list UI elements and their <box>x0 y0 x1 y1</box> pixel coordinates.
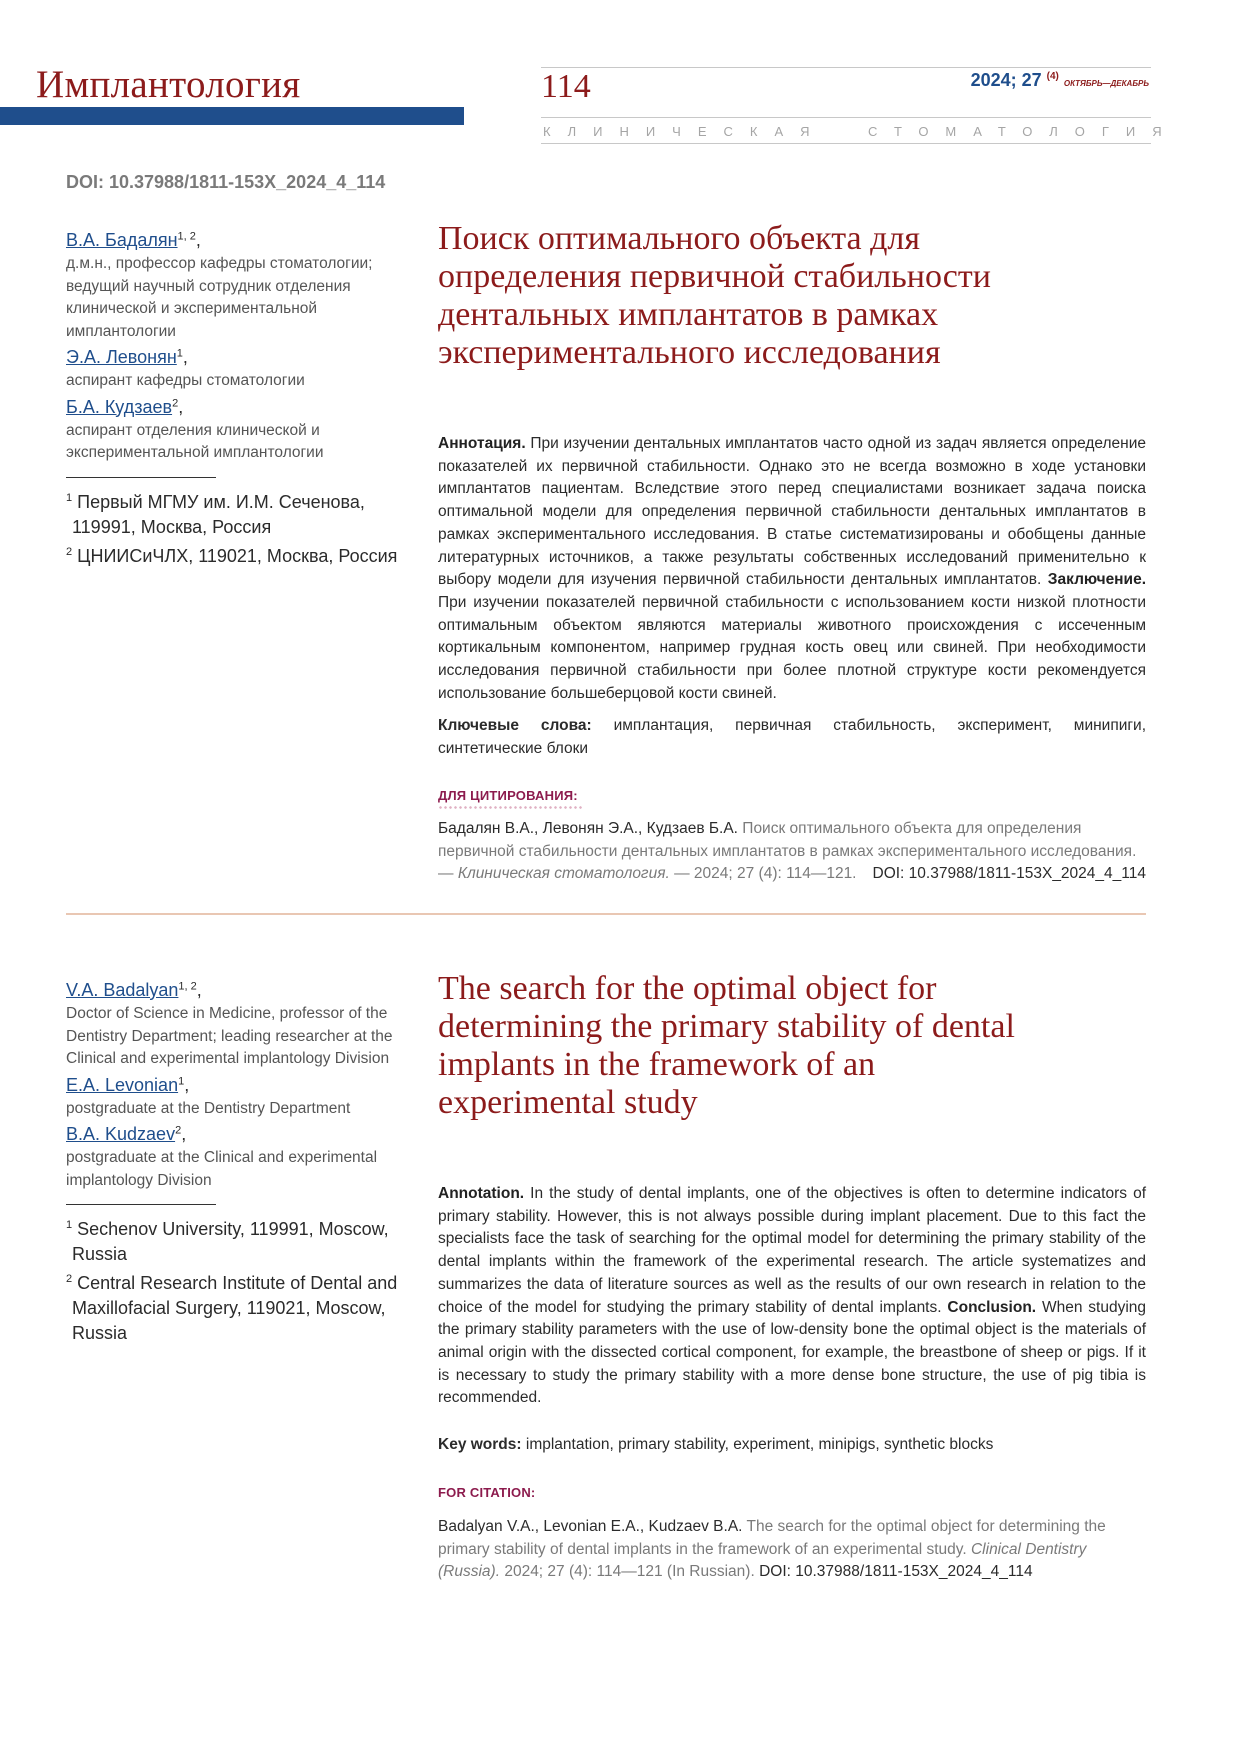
author: V.A. Badalyan$^{1, 2}$, Doctor of Science in Medicine, professor of the Dentistry Department; leading researcher at the Clinical and experimental implantology Division <box>66 980 406 1071</box>
citation-title: Поиск оптимального объекта для определения первичной стабильности дентальных имплантатов в рамках экспериментального исследования. — <box>438 820 1137 883</box>
author-description: postgraduate at the Clinical and experimental implantology Division <box>66 1149 378 1189</box>
citation-journal: Клиническая стоматология. <box>457 865 670 883</box>
header-rule <box>541 117 1151 118</box>
affiliation: $^1$ Sechenov University, 119991, Moscow, Russia <box>66 1219 389 1264</box>
citation-doi[interactable]: DOI: 10.37988/1811-153X_2024_4_114 <box>872 865 1146 883</box>
annotation-text: При изучении дентальных имплантатов часто одной из задач является определение показателей их первичной стабильности. Однако это не всегда возможно в ходе установки имплантатов пациентам. Вследствие этого перед специалистами возникает задача поиска оптимальной модели для определения первичной стабильности дентальных имплантатов в рамках экспериментального исследования. В статье систематизированы и обобщены данные литературных источников, а также результаты собственных исследований применительно к выбору модели для изучения первичной стабильности дентальных имплантатов. <box>438 435 1146 589</box>
author: B.A. Kudzaev$^2$, postgraduate at the Clinical and experimental implantology Division <box>66 1124 406 1192</box>
article-title-ru: Поиск оптимального объекта для определения первичной стабильности дентальных имплантатов в рамках экспериментального исследования <box>438 220 991 371</box>
citation-details: — 2024; 27 (4): 114—121. <box>674 865 857 883</box>
citation-doi[interactable]: DOI: 10.37988/1811-153X_2024_4_114 <box>759 1563 1033 1581</box>
en-authors <box>66 980 406 1346</box>
ru-authors <box>66 230 406 569</box>
author-link[interactable]: B.A. Kudzaev <box>66 1124 176 1144</box>
issue-info <box>971 70 1149 91</box>
author-link[interactable]: V.A. Badalyan <box>66 980 179 1000</box>
language-divider <box>66 913 1146 915</box>
keywords-text: имплантация, первичная стабильность, эксперимент, минипиги, синтетические блоки <box>438 717 1146 757</box>
journal-name-word1: КЛИНИЧЕСКАЯ <box>543 124 827 139</box>
citation-title: The search for the optimal object for determining the primary stability of dental implants in the framework of an experimental study. <box>438 1518 1106 1558</box>
author-link[interactable]: Б.А. Кудзаев <box>66 396 173 417</box>
annotation-text: In the study of dental implants, one of the objectives is often to determine indicators of primary stability. However, this is not always possible during implant placement. Due to this fact the specialists face the task of searching for the optimal model for determining the primary stability of the dental implants within the framework of the experimental research. The article systematizes and summarizes the data of literature sources as well as the results of our own research in relation to the choice of the model for studying the primary stability of dental implants. <box>438 1185 1146 1316</box>
author-description: postgraduate at the Dentistry Department <box>66 1099 351 1117</box>
conclusion-label: Заключение. <box>1047 571 1147 589</box>
keywords-en <box>438 1434 1146 1457</box>
conclusion-text: При изучении показателей первичной стабильности с использованием кости низкой плотности оптимальным объектом являются материалы животного происхождения с иссеченным кортикальным компонентом, например грудная кость овец или свиней. При необходимости исследования первичной стабильности при более плотной структуре кости рекомендуется использование большеберцовой кости свиней. <box>438 593 1146 702</box>
conclusion-label: Conclusion. <box>947 1298 1037 1316</box>
author: Э.А. Левонян$^1$, аспирант кафедры стоматологии <box>66 347 406 393</box>
author-description: д.м.н., профессор кафедры стоматологии; ведущий научный сотрудник отделения клинической и экспериментальной имплантологии <box>66 255 373 340</box>
citation-en <box>438 1516 1146 1584</box>
annotation-label: Annotation. <box>438 1185 525 1202</box>
author-description: аспирант отделения клинической и экспериментальной имплантологии <box>66 421 324 461</box>
header-rule <box>541 67 1151 68</box>
citation-label: FOR CITATION: <box>438 1485 536 1500</box>
author-description: аспирант кафедры стоматологии <box>66 372 305 389</box>
affiliation: $^2$ Central Research Institute of Dental and Maxillofacial Surgery, 119021, Moscow, Russia <box>66 1273 398 1343</box>
affiliation: $^2$ ЦНИИСиЧЛХ, 119021, Москва, Россия <box>66 545 398 566</box>
citation-authors: Бадалян В.А., Левонян Э.А., Кудзаев Б.А. <box>438 820 738 837</box>
citation-journal: Clinical Dentistry (Russia). <box>438 1540 1087 1581</box>
keywords-text: implantation, primary stability, experiment, minipigs, synthetic blocks <box>525 1436 994 1453</box>
author: Б.А. Кудзаев$^2$, аспирант отделения клинической и экспериментальной имплантологии <box>66 397 406 465</box>
citation-label: ДЛЯ ЦИТИРОВАНИЯ: <box>438 788 578 803</box>
keywords-label: Ключевые слова: <box>438 717 592 734</box>
annotation-en <box>438 1183 1146 1410</box>
footnote-rule <box>66 1204 216 1205</box>
author-description: Doctor of Science in Medicine, professor of the Dentistry Department; leading researcher at the Clinical and experimental implantology Division <box>66 1005 393 1067</box>
annotation-ru <box>438 433 1146 705</box>
header-rule <box>541 143 1151 144</box>
keywords-label: Key words: <box>438 1436 522 1453</box>
author: E.A. Levonian$^1$, postgraduate at the Dentistry Department <box>66 1075 406 1121</box>
citation-authors: Badalyan V.A., Levonian E.A., Kudzaev B.A. <box>438 1518 743 1535</box>
doi: DOI: 10.37988/1811-153X_2024_4_114 <box>66 172 386 192</box>
issue-number: (4) <box>1046 71 1059 82</box>
journal-name-word2: СТОМАТОЛОГИЯ <box>868 124 1179 139</box>
footnote-rule <box>66 477 216 478</box>
issue-year-volume: 2024; 27 <box>970 70 1042 90</box>
author-link[interactable]: Э.А. Левонян <box>66 347 177 367</box>
citation-dots <box>438 806 584 809</box>
article-title-en: The search for the optimal object for determining the primary stability of dental implants in the framework of an experimental study <box>438 970 1015 1121</box>
citation-ru <box>438 818 1146 886</box>
affiliation: $^1$ Первый МГМУ им. И.М. Сеченова, 119991, Москва, Россия <box>66 491 365 537</box>
author-link[interactable]: E.A. Levonian <box>66 1074 179 1095</box>
page-number: 114 <box>541 68 591 105</box>
conclusion-text: When studying the primary stability parameters with the use of low-density bone the optimal object is the materials of animal origin with the dissected cortical component, for example, the breastbone of sheep or pigs. If it is necessary to study the primary stability with a more dense bone structure, the use of pig tibia is recommended. <box>438 1298 1147 1407</box>
section-title: Имплантология <box>36 63 301 106</box>
citation-details: 2024; 27 (4): 114—121 (In Russian). <box>504 1563 755 1581</box>
issue-months: ОКТЯБРЬ—ДЕКАБРЬ <box>1063 79 1149 88</box>
keywords-ru <box>438 715 1146 760</box>
author-link[interactable]: В.А. Бадалян <box>66 230 178 250</box>
section-color-bar <box>0 107 464 125</box>
annotation-label: Аннотация. <box>438 435 526 452</box>
author: В.А. Бадалян$^{1, 2}$, д.м.н., профессор кафедры стоматологии; ведущий научный сотрудник отделения клинической и экспериментальной имплантологии <box>66 230 406 343</box>
